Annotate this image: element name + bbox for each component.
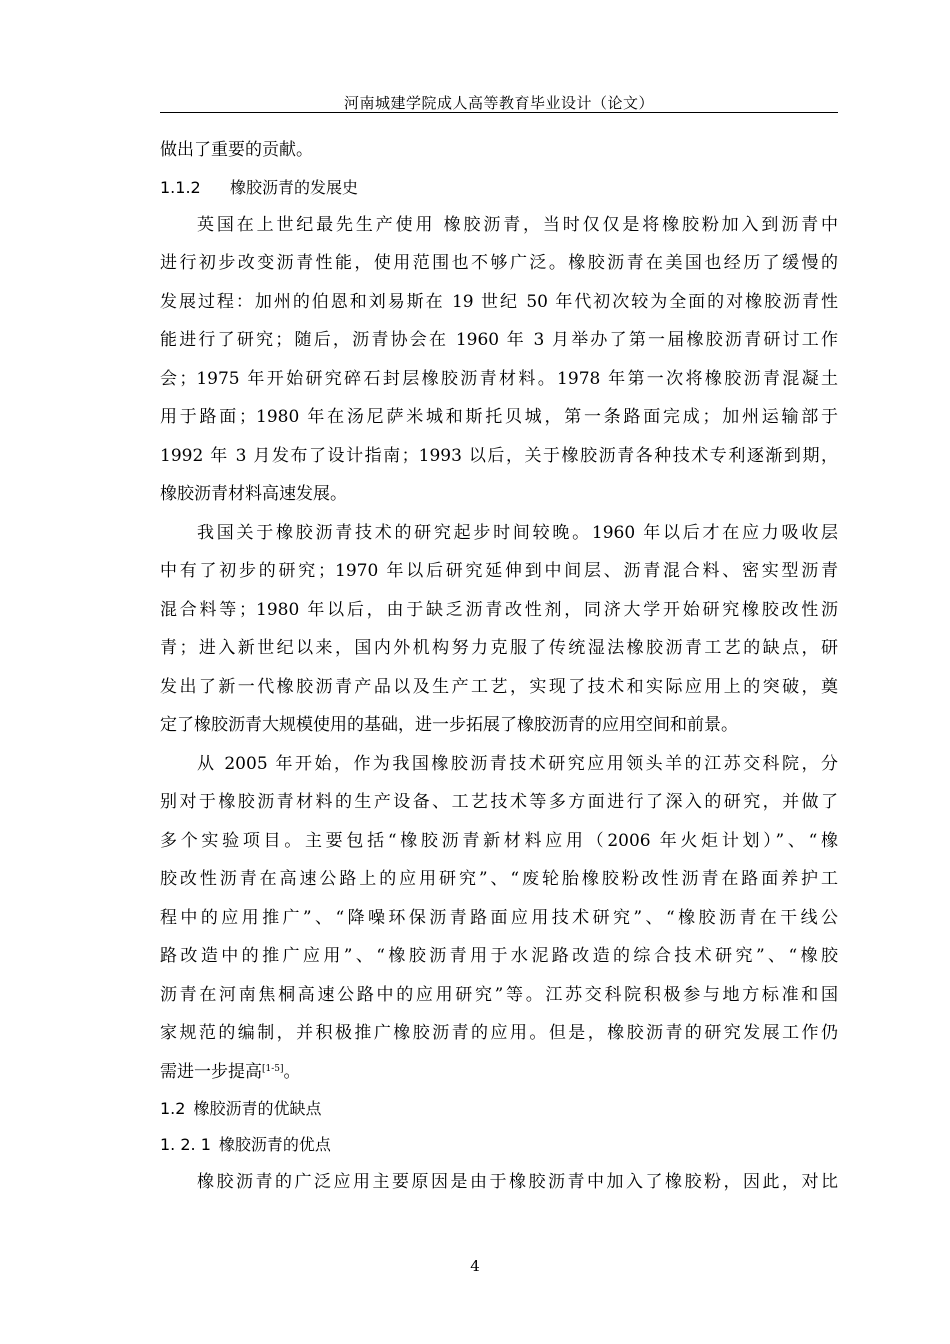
page-content <box>160 131 838 1202</box>
paragraph-line: 1992 年 3 月发布了设计指南；1993 以后，关于橡胶沥青各种技术专利逐渐到期， <box>160 445 838 466</box>
citation-ref: [1-5] <box>262 1063 284 1074</box>
paragraph-text-end: 。 <box>283 1061 301 1082</box>
paragraph-line: 青；进入新世纪以来，国内外机构努力克服了传统湿法橡胶沥青工艺的缺点，研 <box>160 638 838 658</box>
section-number: 1.2 <box>160 1099 186 1118</box>
section-title: 橡胶沥青的优缺点 <box>193 1099 322 1118</box>
paragraph-line: 程中的应用推广”、“降噪环保沥青路面应用技术研究”、“橡胶沥青在干线公 <box>160 907 838 928</box>
paragraph-history-china <box>160 514 838 745</box>
paragraph-line: 胶改性沥青在高速公路上的应用研究”、“废轮胎橡胶粉改性沥青在路面养护工 <box>160 869 838 889</box>
page-number: 4 <box>470 1257 480 1275</box>
paragraph-line: 别对于橡胶沥青材料的生产设备、工艺技术等多方面进行了深入的研究，并做了 <box>160 792 838 812</box>
paragraph-line: 沥青在河南焦桐高速公路中的应用研究”等。江苏交科院积极参与地方标准和国 <box>160 984 838 1005</box>
section-number: 1.1.2 <box>160 177 201 197</box>
section-heading-1-2 <box>160 1091 838 1127</box>
paragraph-line: 橡胶沥青的广泛应用主要原因是由于橡胶沥青中加入了橡胶粉，因此，对比 <box>197 1172 838 1192</box>
paragraph-line: 路改造中的推广应用”、“橡胶沥青用于水泥路改造的综合技术研究”、“橡胶 <box>160 946 838 966</box>
paragraph-line: 发出了新一代橡胶沥青产品以及生产工艺，实现了技术和实际应用上的突破，奠 <box>160 676 838 697</box>
paragraph-advantages <box>160 1163 838 1202</box>
paragraph-line: 我国关于橡胶沥青技术的研究起步时间较晚。1960 年以后才在应力吸收层 <box>197 522 838 543</box>
page-header: 河南城建学院成人高等教育毕业设计（论文） <box>343 94 654 112</box>
paragraph-line: 进行初步改变沥青性能，使用范围也不够广泛。橡胶沥青在美国也经历了缓慢的 <box>160 253 838 273</box>
paragraph-line: 发展过程：加州的伯恩和刘易斯在 19 世纪 50 年代初次较为全面的对橡胶沥青性 <box>160 291 838 312</box>
section-title: 橡胶沥青的发展史 <box>230 177 359 197</box>
paragraph-line: 用于路面；1980 年在汤尼萨米城和斯托贝城，第一条路面完成；加州运输部于 <box>160 407 838 427</box>
paragraph-line: 橡胶沥青材料高速发展。 <box>160 484 347 504</box>
paragraph-jiangsu-research <box>160 745 838 1092</box>
paragraph-line: 家规范的编制，并积极推广橡胶沥青的应用。但是，橡胶沥青的研究发展工作仍 <box>160 1023 838 1043</box>
paragraph-history-foreign <box>160 206 838 514</box>
paragraph-line: 中有了初步的研究；1970 年以后研究延伸到中间层、沥青混合料、密实型沥青 <box>160 561 838 581</box>
header-rule <box>160 112 838 113</box>
section-heading-1-2-1 <box>160 1127 838 1163</box>
paragraph-line: 从 2005 年开始，作为我国橡胶沥青技术研究应用领头羊的江苏交科院，分 <box>197 753 838 774</box>
paragraph-line: 会；1975 年开始研究碎石封层橡胶沥青材料。1978 年第一次将橡胶沥青混凝土 <box>160 368 838 389</box>
paragraph-line: 能进行了研究；随后，沥青协会在 1960 年 3 月举办了第一届橡胶沥青研讨工作 <box>160 330 838 350</box>
paragraph-line: 英国在上世纪最先生产使用 橡胶沥青，当时仅仅是将橡胶粉加入到沥青中 <box>197 214 838 235</box>
paragraph-line <box>160 1053 838 1092</box>
intro-line: 做出了重要的贡献。 <box>160 140 313 160</box>
paragraph-line: 多个实验项目。主要包括“橡胶沥青新材料应用（2006 年火炬计划）”、“橡 <box>160 830 838 851</box>
section-number: 1. 2. 1 <box>160 1135 211 1154</box>
section-title: 橡胶沥青的优点 <box>218 1135 331 1154</box>
paragraph-line: 混合料等；1980 年以后，由于缺乏沥青改性剂，同济大学开始研究橡胶改性沥 <box>160 599 838 620</box>
paragraph-text: 需进一步提高 <box>160 1061 262 1082</box>
section-heading-1-1-2 <box>160 170 838 206</box>
paragraph-line: 定了橡胶沥青大规模使用的基础，进一步拓展了橡胶沥青的应用空间和前景。 <box>160 715 738 735</box>
